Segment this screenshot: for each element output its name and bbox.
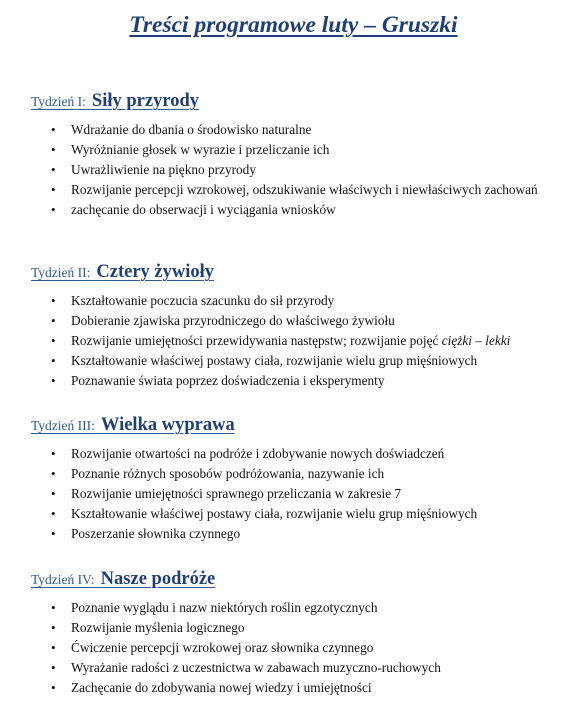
list-item-text: Kształtowanie właściwej postawy ciała, rozwijanie wielu grup mięśniowych [71,506,478,521]
list-item-text: Rozwijanie myślenia logicznego [71,620,245,635]
list-item [51,160,573,180]
page-title-text: Treści programowe luty – Gruszki [129,12,458,38]
list-item [51,484,573,504]
bullet-icon: • [51,333,56,348]
bullet-icon: • [51,486,56,501]
week-4-heading [31,564,571,591]
week-2-list [51,291,573,391]
list-item-text: Kształtowanie poczucia szacunku do sił przyrody [71,293,335,308]
list-item-text: Zachęcanie do zdobywania nowej wiedzy i umiejętności [71,680,372,695]
week-1-list [51,120,573,220]
week-2-title: Cztery żywioły [96,262,215,282]
list-item [51,331,573,351]
list-item [51,200,573,220]
list-item [51,291,573,311]
list-item [51,638,573,658]
bullet-icon: • [51,142,56,157]
list-item [51,524,573,544]
bullet-icon: • [51,660,56,675]
list-item-text: Rozwijanie umiejętności sprawnego przeliczania w zakresie 7 [71,486,402,501]
list-item [51,351,573,371]
week-3-section [31,410,571,541]
bullet-icon: • [51,680,56,695]
list-item [51,444,573,464]
list-item-text: Dobieranie zjawiska przyrodniczego do właściwego żywiołu [71,313,395,328]
week-3-prefix: Tydzień III: [31,418,95,433]
list-item [51,180,573,200]
list-item [51,618,573,638]
week-3-list [51,444,573,544]
bullet-icon: • [51,122,56,137]
list-item-text: Wyróżnianie głosek w wyrazie i przeliczanie ich [71,142,330,157]
list-item-emphasis: ciężki – lekki [441,333,511,348]
bullet-icon: • [51,446,56,461]
list-item [51,598,573,618]
week-4-prefix: Tydzień IV: [31,572,95,587]
bullet-icon: • [51,506,56,521]
list-item-text: zachęcanie do obserwacji i wyciągania wniosków [71,202,336,217]
week-2-prefix: Tydzień II: [31,265,91,280]
list-item-text: Ćwiczenie percepcji wzrokowej oraz słownika czynnego [71,640,374,655]
bullet-icon: • [51,162,56,177]
bullet-icon: • [51,466,56,481]
week-3-title: Wielka wyprawa [100,415,235,435]
list-item-text: Rozwijanie percepcji wzrokowej, odszukiwanie właściwych i niewłaściwych zachowań [71,182,538,197]
bullet-icon: • [51,640,56,655]
bullet-icon: • [51,600,56,615]
week-4-list [51,598,573,698]
bullet-icon: • [51,313,56,328]
list-item [51,678,573,698]
bullet-icon: • [51,620,56,635]
list-item [51,120,573,140]
week-1-title: Siły przyrody [91,91,199,111]
list-item-text: Poszerzanie słownika czynnego [71,526,241,541]
list-item [51,464,573,484]
page-title [0,12,587,39]
week-1-section [31,86,571,217]
week-2-section [31,257,571,388]
list-item-text: Wyrażanie radości z uczestnictwa w zabawach muzyczno-ruchowych [71,660,441,675]
list-item-text: Poznawanie świata poprzez doświadczenia i eksperymenty [71,373,385,388]
week-2-heading [31,257,571,284]
list-item-text: Kształtowanie właściwej postawy ciała, rozwijanie wielu grup mięśniowych [71,353,478,368]
list-item-text: Rozwijanie umiejętności przewidywania następstw; rozwijanie pojęć [71,333,442,348]
bullet-icon: • [51,373,56,388]
week-1-prefix: Tydzień I: [31,94,86,109]
list-item [51,140,573,160]
list-item [51,371,573,391]
week-4-title: Nasze podróże [100,569,216,589]
list-item-text: Wdrażanie do dbania o środowisko naturalne [71,122,312,137]
bullet-icon: • [51,202,56,217]
list-item-text: Poznanie różnych sposobów podróżowania, nazywanie ich [71,466,385,481]
list-item [51,311,573,331]
bullet-icon: • [51,353,56,368]
list-item [51,504,573,524]
week-1-heading [31,86,571,113]
week-3-heading [31,410,571,437]
list-item [51,658,573,678]
bullet-icon: • [51,182,56,197]
bullet-icon: • [51,293,56,308]
list-item-text: Uwrażliwienie na piękno przyrody [71,162,256,177]
list-item-text: Poznanie wyglądu i nazw niektórych roślin egzotycznych [71,600,378,615]
list-item-text: Rozwijanie otwartości na podróże i zdobywanie nowych doświadczeń [71,446,445,461]
bullet-icon: • [51,526,56,541]
week-4-section [31,564,571,695]
